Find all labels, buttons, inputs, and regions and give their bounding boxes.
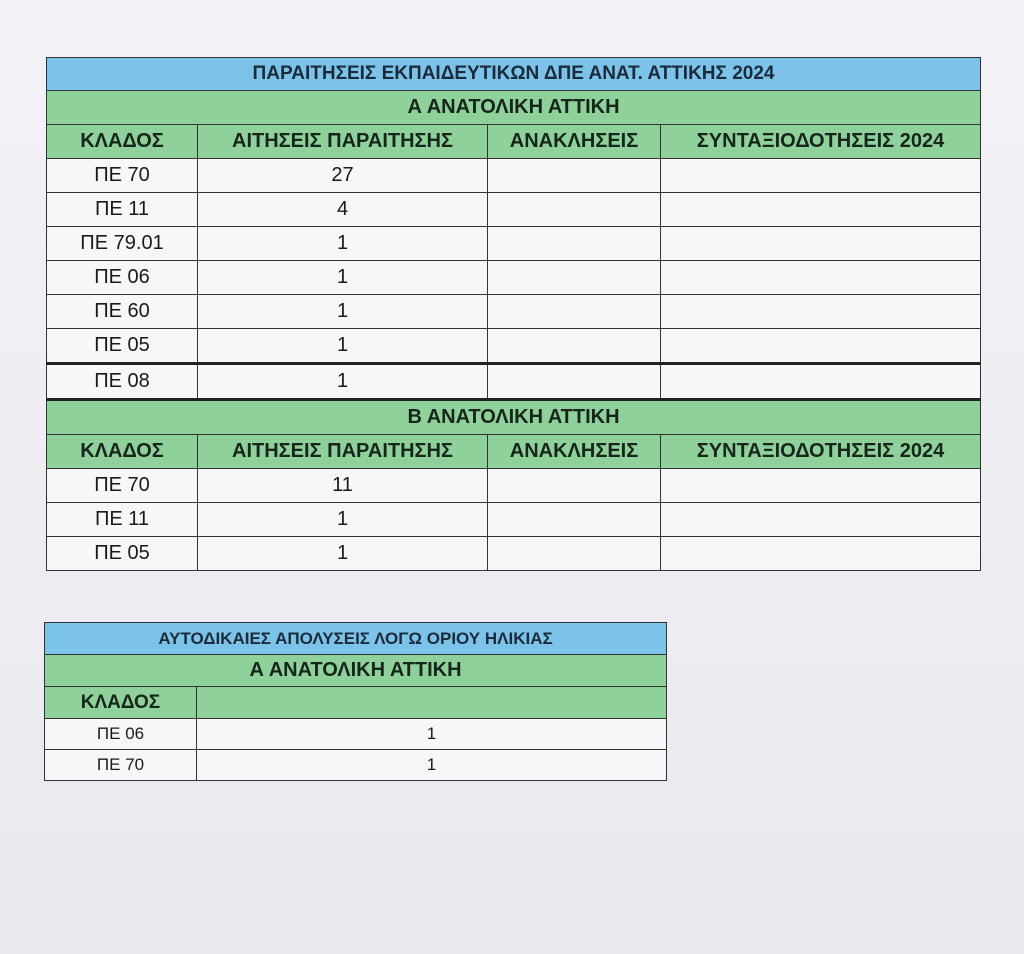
cell-anakliseis — [488, 329, 661, 364]
cell-syntaxi — [661, 469, 981, 503]
cell-aitiseis: 1 — [198, 537, 488, 571]
cell-syntaxi — [661, 329, 981, 364]
cell-value: 1 — [197, 750, 667, 781]
cell-anakliseis — [488, 537, 661, 571]
col-header-aitiseis: ΑΙΤΗΣΕΙΣ ΠΑΡΑΙΤΗΣΗΣ — [198, 125, 488, 159]
cell-aitiseis: 1 — [198, 503, 488, 537]
cell-anakliseis — [488, 159, 661, 193]
cell-aitiseis: 1 — [198, 261, 488, 295]
cell-syntaxi — [661, 537, 981, 571]
table-row — [47, 261, 981, 295]
section-a-row — [45, 655, 667, 687]
table-row — [47, 193, 981, 227]
cell-syntaxi — [661, 261, 981, 295]
cell-aitiseis: 1 — [198, 295, 488, 329]
section-b-title: Β ΑΝΑΤΟΛΙΚΗ ΑΤΤΙΚΗ — [47, 400, 981, 435]
table-row — [47, 469, 981, 503]
table-row — [47, 364, 981, 400]
cell-syntaxi — [661, 503, 981, 537]
cell-anakliseis — [488, 503, 661, 537]
table-title-row — [47, 58, 981, 91]
cell-syntaxi — [661, 227, 981, 261]
cell-klados: ΠΕ 05 — [47, 537, 198, 571]
resignations-table — [46, 57, 981, 571]
cell-klados: ΠΕ 60 — [47, 295, 198, 329]
table-title: ΑΥΤΟΔΙΚΑΙΕΣ ΑΠΟΛΥΣΕΙΣ ΛΟΓΩ ΟΡΙΟΥ ΗΛΙΚΙΑΣ — [45, 623, 667, 655]
section-a-title: Α ΑΝΑΤΟΛΙΚΗ ΑΤΤΙΚΗ — [45, 655, 667, 687]
col-header-anakliseis: ΑΝΑΚΛΗΣΕΙΣ — [488, 125, 661, 159]
col-header-empty — [197, 687, 667, 719]
cell-klados: ΠΕ 70 — [45, 750, 197, 781]
cell-aitiseis: 27 — [198, 159, 488, 193]
col-header-syntaxiodotiseis: ΣΥΝΤΑΞΙΟΔΟΤΗΣΕΙΣ 2024 — [661, 435, 981, 469]
section-a-title: Α ΑΝΑΤΟΛΙΚΗ ΑΤΤΙΚΗ — [47, 91, 981, 125]
age-limit-dismissals-table — [44, 622, 667, 781]
table-row — [47, 295, 981, 329]
section-a-row — [47, 91, 981, 125]
col-header-anakliseis: ΑΝΑΚΛΗΣΕΙΣ — [488, 435, 661, 469]
table-title: ΠΑΡΑΙΤΗΣΕΙΣ ΕΚΠΑΙΔΕΥΤΙΚΩΝ ΔΠΕ ΑΝΑΤ. ΑΤΤΙΚΗΣ 2024 — [47, 58, 981, 91]
cell-syntaxi — [661, 295, 981, 329]
col-header-klados: ΚΛΑΔΟΣ — [47, 435, 198, 469]
table-row — [47, 537, 981, 571]
cell-syntaxi — [661, 364, 981, 400]
cell-anakliseis — [488, 227, 661, 261]
cell-value: 1 — [197, 719, 667, 750]
cell-klados: ΠΕ 06 — [47, 261, 198, 295]
header-row-a — [47, 125, 981, 159]
table-row — [45, 750, 667, 781]
cell-anakliseis — [488, 295, 661, 329]
cell-syntaxi — [661, 193, 981, 227]
cell-anakliseis — [488, 469, 661, 503]
cell-klados: ΠΕ 06 — [45, 719, 197, 750]
header-row-b — [47, 435, 981, 469]
cell-klados: ΠΕ 11 — [47, 193, 198, 227]
col-header-aitiseis: ΑΙΤΗΣΕΙΣ ΠΑΡΑΙΤΗΣΗΣ — [198, 435, 488, 469]
cell-aitiseis: 1 — [198, 364, 488, 400]
cell-klados: ΠΕ 11 — [47, 503, 198, 537]
header-row — [45, 687, 667, 719]
cell-aitiseis: 1 — [198, 227, 488, 261]
section-b-row — [47, 400, 981, 435]
cell-aitiseis: 4 — [198, 193, 488, 227]
cell-aitiseis: 1 — [198, 329, 488, 364]
table-title-row — [45, 623, 667, 655]
cell-syntaxi — [661, 159, 981, 193]
cell-klados: ΠΕ 08 — [47, 364, 198, 400]
col-header-klados: ΚΛΑΔΟΣ — [47, 125, 198, 159]
table-row — [45, 719, 667, 750]
cell-klados: ΠΕ 70 — [47, 469, 198, 503]
cell-anakliseis — [488, 261, 661, 295]
cell-aitiseis: 11 — [198, 469, 488, 503]
col-header-syntaxiodotiseis: ΣΥΝΤΑΞΙΟΔΟΤΗΣΕΙΣ 2024 — [661, 125, 981, 159]
cell-anakliseis — [488, 193, 661, 227]
col-header-klados: ΚΛΑΔΟΣ — [45, 687, 197, 719]
table-row — [47, 329, 981, 364]
cell-klados: ΠΕ 05 — [47, 329, 198, 364]
cell-klados: ΠΕ 79.01 — [47, 227, 198, 261]
cell-anakliseis — [488, 364, 661, 400]
cell-klados: ΠΕ 70 — [47, 159, 198, 193]
table-row — [47, 159, 981, 193]
table-row — [47, 227, 981, 261]
table-row — [47, 503, 981, 537]
